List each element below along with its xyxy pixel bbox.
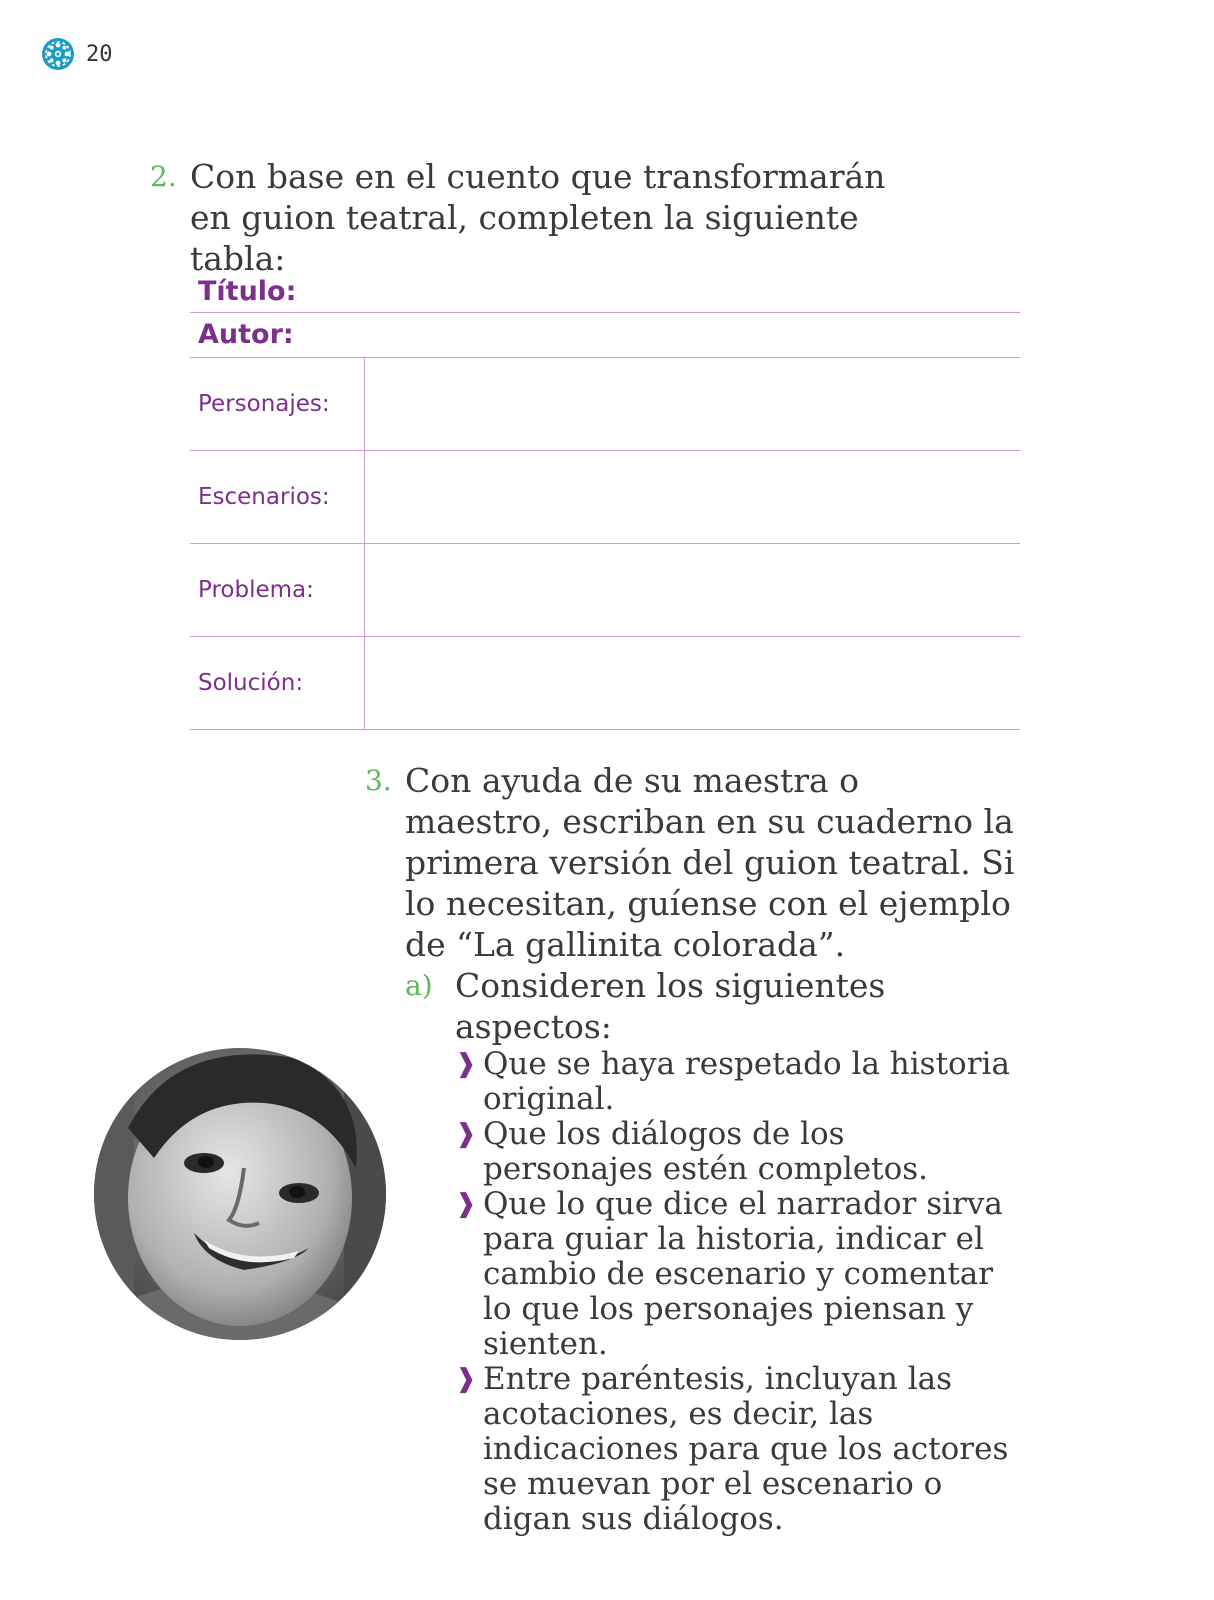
aspect-text: Que lo que dice el narrador sirva para guiar la historia, indicar el cambio de escenario y comentar lo que los personajes piensan y sienten. <box>483 1186 1003 1362</box>
list-item <box>455 1117 1015 1187</box>
escenarios-label: Escenarios: <box>190 451 365 543</box>
page-number: 20 <box>86 41 113 67</box>
solucion-label: Solución: <box>190 637 365 729</box>
activity-2-instruction: Con base en el cuento que transformarán en guion teatral, completen la siguiente tabla: <box>190 157 886 278</box>
table-row-solucion <box>190 637 1020 730</box>
table-row-problema <box>190 544 1020 637</box>
chevron-bullet-icon: ❱ <box>455 1189 477 1219</box>
activity-3-instruction: Con ayuda de su maestra o maestro, escriban en su cuaderno la primera versión del guion teatral. Si lo necesitan, guíense con el ejemplo de “La gallinita colorada”. <box>405 761 1015 964</box>
table-row-escenarios <box>190 451 1020 544</box>
activity-3-number: 3. <box>365 764 392 797</box>
aspect-text: Que se haya respetado la historia original. <box>483 1046 1010 1117</box>
list-item <box>455 1187 1015 1362</box>
chevron-bullet-icon: ❱ <box>455 1049 477 1079</box>
sub-activity-a <box>405 965 1015 1537</box>
chevron-bullet-icon: ❱ <box>455 1119 477 1149</box>
aspect-text: Entre paréntesis, incluyan las acotaciones, es decir, las indicaciones para que los actores se muevan por el escenario o digan sus diálogos. <box>483 1361 1009 1537</box>
aspect-text: Que los diálogos de los personajes estén completos. <box>483 1116 929 1187</box>
problema-answer-cell[interactable] <box>365 544 1020 636</box>
activity-2-number: 2. <box>150 160 177 193</box>
table-row-personajes <box>190 358 1020 451</box>
solucion-answer-cell[interactable] <box>365 637 1020 729</box>
activity-2 <box>150 156 910 279</box>
personajes-label: Personajes: <box>190 358 365 450</box>
escenarios-answer-cell[interactable] <box>365 451 1020 543</box>
titulo-row[interactable] <box>190 268 1020 313</box>
autor-label: Autor: <box>198 319 294 350</box>
list-item <box>455 1047 1015 1117</box>
page-header <box>40 36 113 72</box>
smiling-child-photo <box>94 1048 386 1340</box>
chevron-bullet-icon: ❱ <box>455 1364 477 1394</box>
titulo-label: Título: <box>198 276 297 307</box>
aspects-list <box>455 1047 1015 1537</box>
personajes-answer-cell[interactable] <box>365 358 1020 450</box>
sub-activity-a-text: Consideren los siguientes aspectos: <box>455 966 886 1046</box>
flower-emblem-icon <box>40 36 76 72</box>
sub-activity-a-letter: a) <box>405 969 433 1002</box>
activity-3 <box>365 760 1015 1537</box>
story-info-table <box>190 268 1020 730</box>
list-item <box>455 1362 1015 1537</box>
autor-row[interactable] <box>190 313 1020 358</box>
problema-label: Problema: <box>190 544 365 636</box>
